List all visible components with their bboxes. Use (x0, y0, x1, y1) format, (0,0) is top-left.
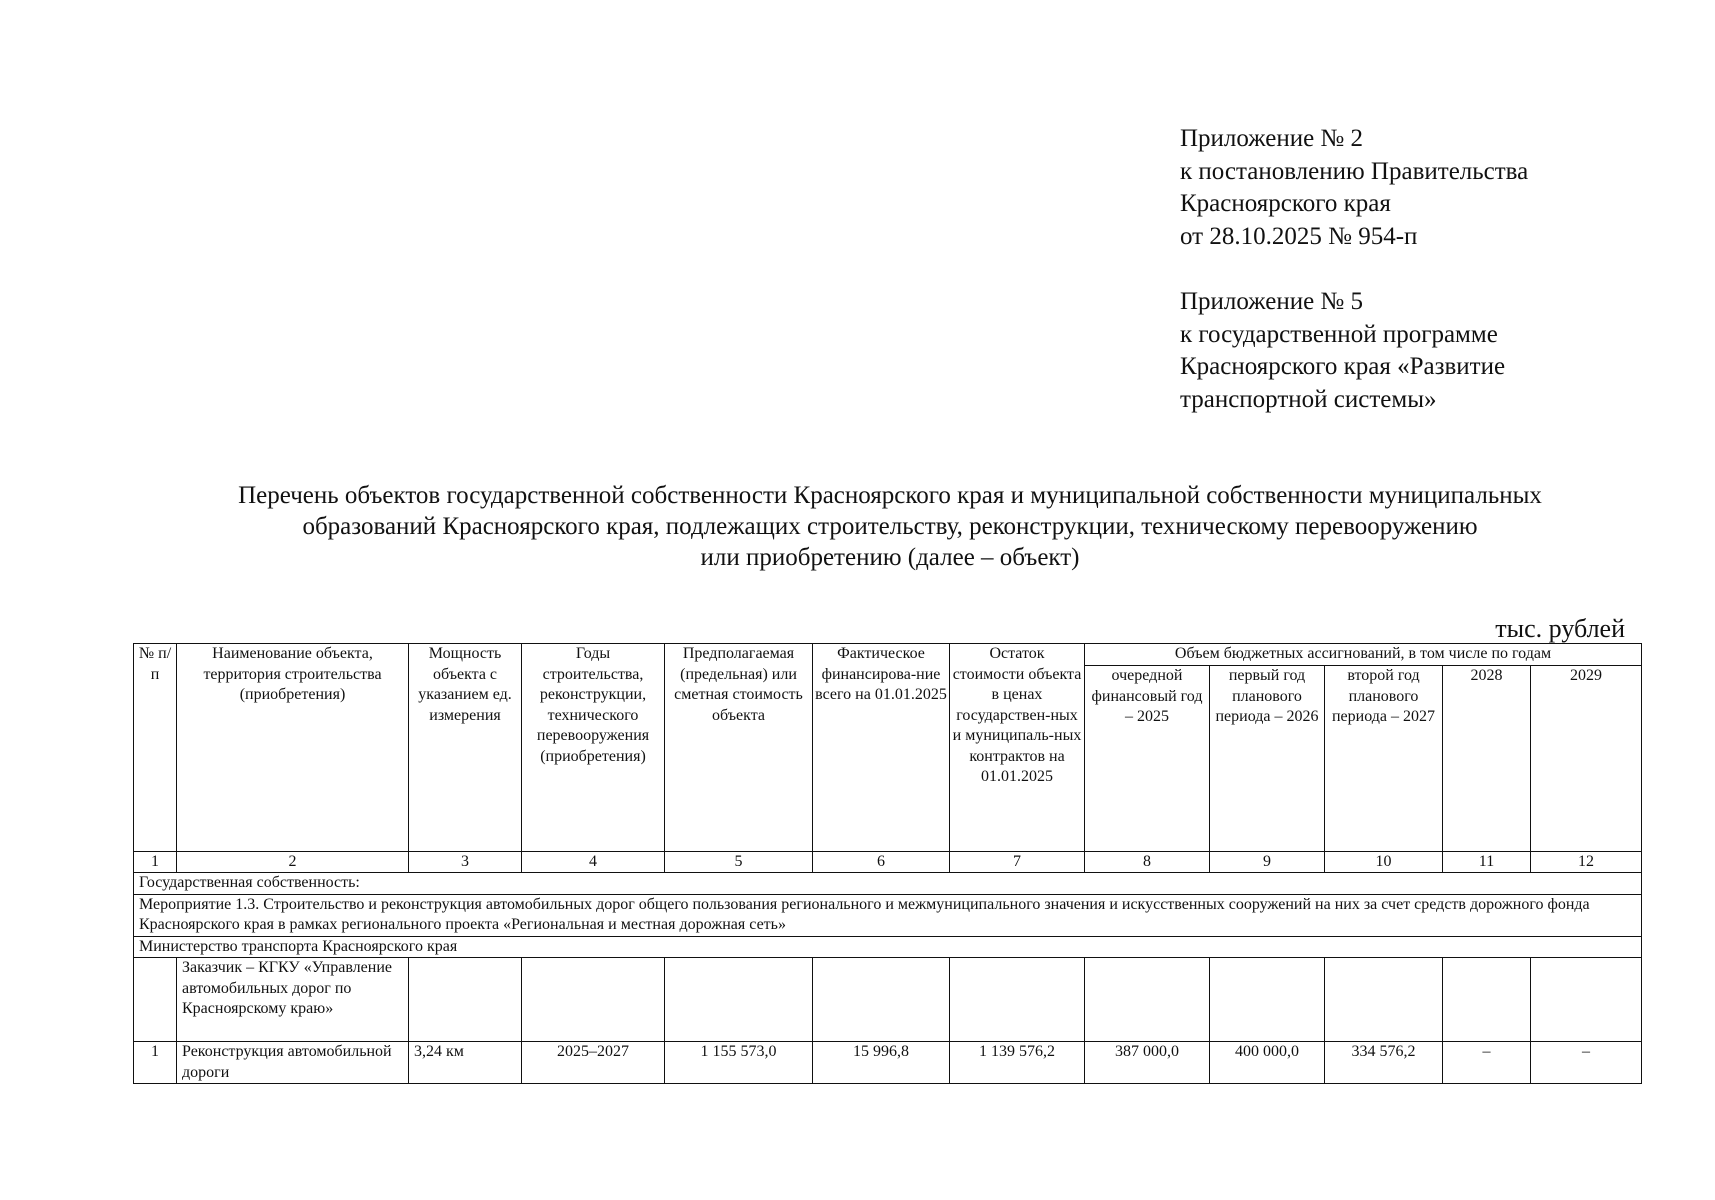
empty-cell (665, 958, 813, 1042)
object-name: Реконструкция автомобильной дороги (177, 1042, 409, 1084)
budget-2026: 400 000,0 (1210, 1042, 1325, 1084)
currency-unit: тыс. рублей (1495, 614, 1625, 643)
section-ministry: Министерство транспорта Красноярского края (134, 936, 1642, 958)
header-2026: первый год планового периода – 2026 (1210, 666, 1325, 852)
section-measure: Мероприятие 1.3. Строительство и реконструкция автомобильных дорог общего пользования регионального и межмуниципального значения и искусственных сооружений на них за счет средств дорожного фонда Красноярского края в рамках регионального проекта «Региональная и местная дорожная сеть» (134, 894, 1642, 936)
annex-line: к постановлению Правительства (1180, 157, 1529, 185)
header-capacity: Мощность объекта с указанием ед. измерения (409, 644, 522, 852)
annex-5-heading (1180, 286, 1505, 416)
section-row (134, 936, 1642, 958)
column-number: 3 (409, 852, 522, 873)
header-2025: очередной финансовый год – 2025 (1085, 666, 1210, 852)
object-actual-financing: 15 996,8 (813, 1042, 950, 1084)
object-remainder: 1 139 576,2 (950, 1042, 1085, 1084)
empty-cell (950, 958, 1085, 1042)
section-state-property: Государственная собственность: (134, 873, 1642, 895)
column-numbers-row (134, 852, 1642, 873)
column-number: 12 (1531, 852, 1642, 873)
header-num: № п/п (134, 644, 177, 852)
header-remainder: Остаток стоимости объекта в ценах государствен-ных и муниципаль-ных контрактов на 01.01.2025 (950, 644, 1085, 852)
budget-2028: – (1443, 1042, 1531, 1084)
title-line: или приобретению (далее – объект) (700, 544, 1080, 571)
empty-cell (409, 958, 522, 1042)
column-number: 11 (1443, 852, 1531, 873)
title-line: образований Красноярского края, подлежащих строительству, реконструкции, техническому перевооружению (302, 513, 1478, 540)
section-row (134, 894, 1642, 936)
column-number: 8 (1085, 852, 1210, 873)
row-number: 1 (134, 1042, 177, 1084)
column-number: 1 (134, 852, 177, 873)
document-title (130, 480, 1650, 573)
budget-2027: 334 576,2 (1325, 1042, 1443, 1084)
header-actual: Фактическое финансирова-ние всего на 01.01.2025 (813, 644, 950, 852)
annex-line: Красноярского края (1180, 190, 1391, 217)
annex-line: Приложение № 5 (1180, 288, 1364, 315)
header-name: Наименование объекта, территория строительства (приобретения) (177, 644, 409, 852)
object-cost: 1 155 573,0 (665, 1042, 813, 1084)
empty-cell (1210, 958, 1325, 1042)
section-row (134, 873, 1642, 895)
empty-cell (1325, 958, 1443, 1042)
annex-line: Приложение № 2 (1180, 125, 1364, 152)
empty-cell (522, 958, 665, 1042)
header-2027: второй год планового периода – 2027 (1325, 666, 1443, 852)
header-budget-group: Объем бюджетных ассигнований, в том числе по годам (1085, 644, 1642, 666)
column-number: 5 (665, 852, 813, 873)
header-2029: 2029 (1531, 666, 1642, 852)
annex-line: к государственной программе (1180, 320, 1498, 348)
empty-cell (1531, 958, 1642, 1042)
empty-cell (1443, 958, 1531, 1042)
column-number: 6 (813, 852, 950, 873)
annex-2-heading (1180, 123, 1528, 253)
empty-cell (134, 958, 177, 1042)
customer-name: Заказчик – КГКУ «Управление автомобильных дорог по Красноярскому краю» (177, 958, 409, 1042)
column-number: 2 (177, 852, 409, 873)
header-row (134, 644, 1642, 666)
header-years: Годы строительства, реконструкции, технического перевооружения (приобретения) (522, 644, 665, 852)
column-number: 9 (1210, 852, 1325, 873)
column-number: 4 (522, 852, 665, 873)
column-number: 10 (1325, 852, 1443, 873)
title-line: Перечень объектов государственной собственности Красноярского края и муниципальной собственности муниципальных (238, 482, 1542, 509)
empty-cell (1085, 958, 1210, 1042)
empty-cell (813, 958, 950, 1042)
header-cost: Предполагаемая (предельная) или сметная стоимость объекта (665, 644, 813, 852)
annex-line: транспортной системы» (1180, 385, 1437, 413)
table-row (134, 1042, 1642, 1084)
budget-2029: – (1531, 1042, 1642, 1084)
column-number: 7 (950, 852, 1085, 873)
objects-table (133, 643, 1642, 1084)
budget-2025: 387 000,0 (1085, 1042, 1210, 1084)
object-capacity: 3,24 км (409, 1042, 522, 1084)
annex-line: от 28.10.2025 № 954-п (1180, 222, 1418, 250)
object-years: 2025–2027 (522, 1042, 665, 1084)
header-2028: 2028 (1443, 666, 1531, 852)
customer-row (134, 958, 1642, 1042)
annex-line: Красноярского края «Развитие (1180, 353, 1506, 380)
